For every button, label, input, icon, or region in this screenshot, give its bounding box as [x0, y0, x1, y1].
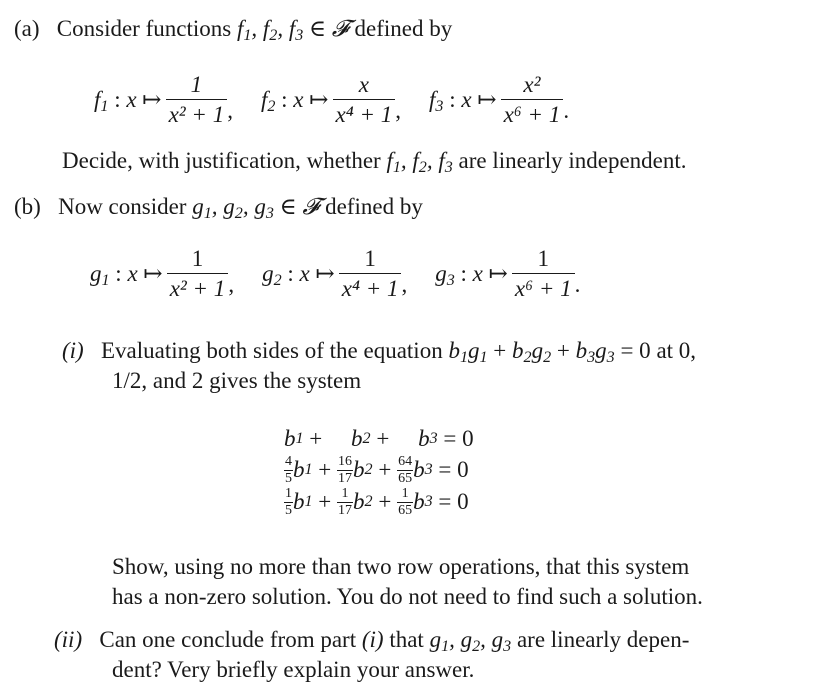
g1-denominator: x² + 1: [169, 276, 226, 301]
row3-coeff3-num: 1: [401, 485, 409, 501]
part-b-intro-rest: defined by: [325, 194, 423, 219]
f1-definition: $f_1$ : x ↦ $\frac{1}{\text{x² + 1}}$ ,: [94, 72, 233, 127]
sub-ii-line1-start: Can one conclude from part: [99, 627, 357, 652]
system-row-2: 4 5 b 1 + 16 17 b 2 + 64 65 b 3 = 0: [285, 453, 469, 486]
g3-denominator: x⁶ + 1: [514, 276, 572, 301]
row2-coeff2-den: 17: [338, 470, 353, 486]
sub-i-label: (i): [62, 338, 84, 363]
g3-definition: $g_3$ : x ↦ $\frac{1}{\text{x⁶ + 1}}$ .: [435, 246, 581, 301]
part-b-intro: Now consider: [58, 194, 187, 219]
sub-ii-label: (ii): [54, 627, 83, 652]
f3-denominator: x⁶ + 1: [503, 102, 561, 127]
f2-definition: $f_2$ : x ↦ $\frac{x}{\text{x⁴ + 1}}$ ,: [260, 72, 402, 127]
f2-denominator: x⁴ + 1: [335, 102, 393, 127]
sub-ii-line1-end: are linearly depen-: [516, 627, 690, 652]
g1-definition: $g_1$ : x ↦ $\frac{1}{\text{x² + 1}}$ ,: [90, 246, 235, 301]
part-a-decide-rest: are linearly independent.: [458, 148, 687, 173]
g-definitions: [90, 246, 580, 302]
row2-coeff1-den: 5: [285, 470, 292, 486]
f1-denominator: x² + 1: [168, 102, 225, 127]
row3-coeff3-den: 65: [398, 502, 413, 518]
row2-coeff1-num: 4: [285, 453, 292, 469]
part-a-intro: Consider functions: [56, 16, 232, 41]
sub-i-line1-start: Evaluating both sides of the equation: [100, 338, 443, 363]
sub-i-line1-end: at 0,: [656, 338, 697, 363]
part-a-label: (a): [14, 16, 40, 41]
part-b-intro-line: [14, 194, 423, 223]
row3-coeff1-num: 1: [285, 485, 292, 501]
f3-definition: $f_3$ : x ↦ $\frac{\text{x²}}{\text{x⁶ + 1}}$ .: [429, 72, 570, 127]
sub-ii-line2: dent? Very briefly explain your answer.: [112, 657, 475, 682]
part-b-label: (b): [14, 194, 41, 219]
sub-i-equation: $b_1g_1 + b_2g_2 + b_3g_3 = 0$: [448, 338, 651, 367]
g3-numerator: 1: [537, 246, 550, 271]
part-a-intro-rest: defined by: [354, 16, 453, 41]
f3-numerator: x²: [523, 72, 541, 97]
sub-i-show-line2: has a non-zero solution. You do not need to find such a solution.: [112, 584, 703, 609]
row2-coeff3-den: 65: [398, 470, 413, 486]
g1-numerator: 1: [191, 246, 204, 271]
f-definitions: [94, 72, 569, 128]
f2-numerator: x: [358, 72, 369, 97]
g2-definition: $g_2$ : x ↦ $\frac{1}{\text{x⁴ + 1}}$ ,: [262, 246, 408, 301]
part-a-decide-line: Decide, with justification, whether $f_1$, $f_2$, $f_3$ are linearly independent.: [62, 148, 687, 177]
row3-coeff2-den: 17: [338, 502, 353, 518]
g2-denominator: x⁴ + 1: [341, 276, 399, 301]
g2-numerator: 1: [364, 246, 376, 271]
f-set-expression: $f_1$, $f_2$, $f_3$ ∈ 𝓕: [236, 16, 349, 45]
sub-i-line1: [62, 338, 697, 367]
sub-i-line2: 1/2, and 2 gives the system: [112, 368, 362, 393]
linear-system: [284, 424, 474, 518]
row2-coeff2-num: 16: [338, 453, 353, 469]
sub-ii-line1-mid: that: [389, 627, 424, 652]
sub-i-show-line1: Show, using no more than two row operations, that this system: [112, 554, 690, 579]
f1-numerator: 1: [190, 72, 203, 97]
sub-ii-ref: (i): [361, 627, 384, 652]
g-set-expression: $g_1$, $g_2$, $g_3$ ∈ 𝓕: [192, 194, 320, 223]
part-a-decide-text: Decide, with justification, whether: [62, 148, 381, 173]
system-row-3: 1 5 b 1 + 1 17 b 2 + 1 65 b 3 = 0: [285, 485, 469, 518]
system-row-1: b 1 + b 2 + b 3 = 0: [284, 426, 474, 451]
part-a-intro-line: [14, 16, 453, 45]
row3-coeff2-num: 1: [341, 485, 349, 501]
sub-ii-line1: (ii) Can one conclude from part (i) that $g_1$, $g_2$, $g_3$ are linearly depen-: [54, 627, 690, 656]
row3-coeff1-den: 5: [285, 502, 292, 518]
row2-coeff3-num: 64: [398, 453, 413, 469]
